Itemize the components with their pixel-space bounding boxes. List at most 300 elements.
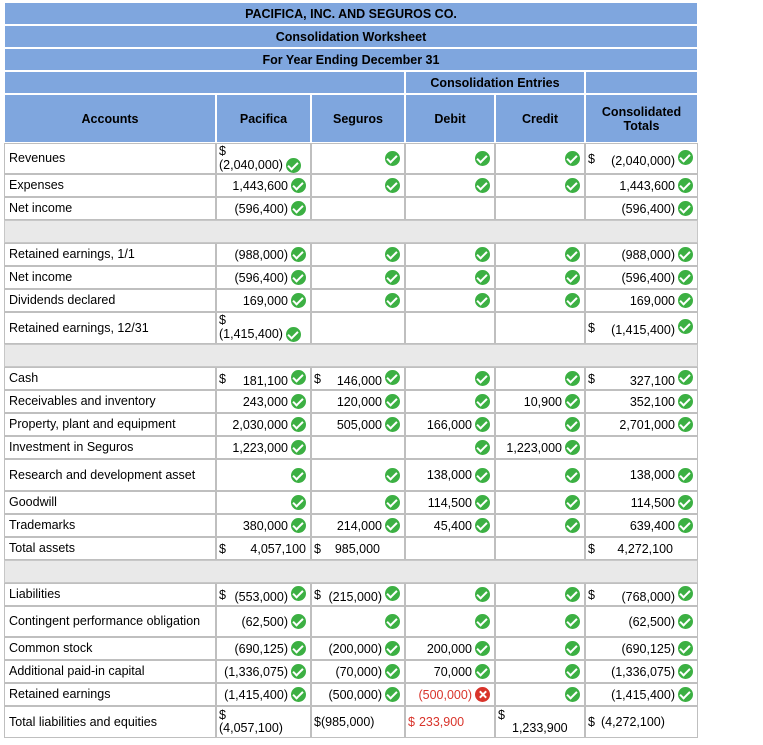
credit-cell[interactable]	[495, 174, 585, 197]
credit-cell	[495, 197, 585, 220]
check-circle-icon	[385, 293, 400, 308]
value: 45,400	[433, 518, 472, 533]
row-label	[4, 683, 216, 706]
consolidated-cell[interactable]	[585, 289, 698, 312]
row-label	[4, 459, 216, 491]
pacifica-cell[interactable]	[216, 706, 311, 738]
worksheet-period	[4, 48, 698, 71]
value: (62,500)	[241, 614, 288, 629]
credit-cell[interactable]	[495, 637, 585, 660]
currency: $	[219, 708, 226, 722]
label-text: Liabilities	[9, 587, 61, 601]
debit-cell[interactable]	[405, 143, 495, 174]
value: 4,272,100	[617, 541, 673, 556]
value: 181,100	[242, 373, 288, 388]
check-circle-icon	[678, 664, 693, 679]
value: (2,040,000)	[611, 153, 675, 168]
currency: $	[219, 541, 226, 556]
check-circle-icon	[678, 495, 693, 510]
value: 233,900	[418, 715, 465, 729]
check-circle-icon	[475, 151, 490, 166]
seguros-cell[interactable]	[311, 459, 405, 491]
check-circle-icon	[678, 293, 693, 308]
debit-text: Debit	[434, 111, 466, 126]
consolidated-cell[interactable]	[585, 243, 698, 266]
row-spacer	[4, 220, 698, 243]
debit-cell[interactable]	[405, 367, 495, 390]
debit-cell[interactable]	[405, 243, 495, 266]
label-text: Expenses	[9, 178, 64, 192]
title-text: Consolidation Worksheet	[275, 29, 427, 44]
check-circle-icon	[678, 201, 693, 216]
pacifica-cell[interactable]	[216, 390, 311, 413]
value: (200,000)	[328, 641, 382, 656]
pacifica-cell[interactable]	[216, 491, 311, 514]
check-circle-icon	[565, 151, 580, 166]
currency: $	[588, 151, 595, 166]
check-circle-icon	[385, 687, 400, 702]
value: 380,000	[242, 518, 288, 533]
value: 169,000	[629, 293, 675, 308]
check-circle-icon	[291, 518, 306, 533]
check-circle-icon	[475, 417, 490, 432]
currency: $	[314, 371, 321, 386]
check-circle-icon	[678, 370, 693, 385]
credit-cell[interactable]	[495, 243, 585, 266]
check-circle-icon	[565, 664, 580, 679]
seguros-cell[interactable]	[311, 390, 405, 413]
consolidated-cell[interactable]	[585, 174, 698, 197]
row-label	[4, 312, 216, 344]
check-circle-icon	[678, 687, 693, 702]
pacifica-cell[interactable]	[216, 583, 311, 606]
check-circle-icon	[678, 614, 693, 629]
credit-cell[interactable]	[495, 413, 585, 436]
worksheet-company	[4, 2, 698, 25]
check-circle-icon	[291, 247, 306, 262]
credit-cell	[495, 537, 585, 560]
pacifica-text: Pacifica	[239, 111, 288, 126]
debit-cell[interactable]	[405, 390, 495, 413]
check-circle-icon	[385, 614, 400, 629]
consolidated-cell[interactable]	[585, 390, 698, 413]
value: 114,500	[427, 495, 472, 510]
entries-text: Consolidation Entries	[430, 75, 560, 90]
value: 1,223,000	[506, 440, 562, 455]
seguros-cell[interactable]	[311, 537, 405, 560]
value: 214,000	[336, 518, 382, 533]
header-pacifica	[216, 94, 311, 143]
check-circle-icon	[565, 417, 580, 432]
consolidated-cell[interactable]	[585, 583, 698, 606]
debit-cell[interactable]	[405, 436, 495, 459]
value: (988,000)	[234, 247, 288, 262]
check-circle-icon	[678, 247, 693, 262]
check-circle-icon	[678, 417, 693, 432]
credit-cell[interactable]	[495, 606, 585, 637]
value: (596,400)	[234, 270, 288, 285]
header-accounts	[4, 94, 216, 143]
check-circle-icon	[385, 518, 400, 533]
value: 2,701,000	[619, 417, 675, 432]
value: (4,057,100)	[219, 721, 283, 735]
seguros-cell[interactable]	[311, 491, 405, 514]
debit-cell[interactable]	[405, 413, 495, 436]
value: 1,223,000	[232, 440, 288, 455]
check-circle-icon	[565, 495, 580, 510]
currency: $	[588, 587, 595, 602]
value: (70,000)	[335, 664, 382, 679]
label-text: Net income	[9, 270, 73, 284]
row-label	[4, 266, 216, 289]
seguros-cell[interactable]	[311, 143, 405, 174]
pacifica-cell[interactable]	[216, 312, 311, 344]
row-label	[4, 537, 216, 560]
consolidation-worksheet	[4, 2, 698, 740]
row-label	[4, 243, 216, 266]
credit-cell[interactable]	[495, 459, 585, 491]
label-text: Net income	[9, 201, 73, 215]
credit-cell[interactable]	[495, 266, 585, 289]
debit-cell[interactable]	[405, 706, 495, 738]
value: (2,040,000)	[219, 157, 283, 172]
value: 1,443,600	[232, 178, 288, 193]
seguros-cell[interactable]	[311, 289, 405, 312]
consolidated-cell[interactable]	[585, 706, 698, 738]
check-circle-icon	[291, 664, 306, 679]
seguros-cell[interactable]	[311, 706, 405, 738]
value: 138,000	[426, 468, 472, 482]
pacifica-cell[interactable]	[216, 459, 311, 491]
currency: $	[219, 313, 226, 327]
pacifica-cell[interactable]	[216, 514, 311, 537]
label-text: Property, plant and equipment	[9, 417, 176, 431]
check-circle-icon	[565, 371, 580, 386]
value: (768,000)	[621, 589, 675, 604]
label-text: Retained earnings	[9, 687, 111, 701]
pacifica-cell[interactable]	[216, 266, 311, 289]
row-label	[4, 174, 216, 197]
credit-cell[interactable]	[495, 367, 585, 390]
check-circle-icon	[475, 495, 490, 510]
header-seguros	[311, 94, 405, 143]
check-circle-icon	[678, 518, 693, 533]
debit-cell[interactable]	[405, 583, 495, 606]
check-circle-icon	[565, 440, 580, 455]
debit-cell[interactable]	[405, 459, 495, 491]
consolidated-cell[interactable]	[585, 197, 698, 220]
pacifica-cell[interactable]	[216, 660, 311, 683]
row-label	[4, 197, 216, 220]
consolidated-cell[interactable]	[585, 312, 698, 344]
header-credit	[495, 94, 585, 143]
period-text: For Year Ending December 31	[262, 52, 440, 67]
consolidated-cell[interactable]	[585, 367, 698, 390]
value: (1,415,400)	[611, 687, 675, 702]
value: (596,400)	[234, 201, 288, 216]
debit-cell[interactable]	[405, 289, 495, 312]
value: (500,000)	[328, 687, 382, 702]
currency: $	[219, 587, 226, 602]
value: 10,900	[523, 394, 562, 409]
check-circle-icon	[475, 394, 490, 409]
consolidated-cell[interactable]	[585, 637, 698, 660]
debit-cell[interactable]	[405, 266, 495, 289]
debit-cell[interactable]	[405, 174, 495, 197]
row-label	[4, 637, 216, 660]
seguros-cell[interactable]	[311, 413, 405, 436]
label-text: Retained earnings, 12/31	[9, 320, 149, 335]
check-circle-icon	[678, 468, 693, 483]
consolidated-cell[interactable]	[585, 514, 698, 537]
value: (1,336,075)	[611, 664, 675, 679]
value: (4,272,100)	[600, 715, 665, 729]
check-circle-icon	[678, 270, 693, 285]
debit-cell[interactable]	[405, 514, 495, 537]
row-label	[4, 583, 216, 606]
value: 243,000	[242, 394, 288, 409]
row-label	[4, 413, 216, 436]
seguros-cell[interactable]	[311, 683, 405, 706]
credit-cell[interactable]	[495, 583, 585, 606]
label-text: Retained earnings, 1/1	[9, 247, 135, 261]
check-circle-icon	[475, 587, 490, 602]
check-circle-icon	[385, 270, 400, 285]
check-circle-icon	[475, 371, 490, 386]
header-blank	[4, 71, 405, 94]
pacifica-cell[interactable]	[216, 143, 311, 174]
credit-cell[interactable]	[495, 491, 585, 514]
pacifica-cell[interactable]	[216, 243, 311, 266]
currency: $	[408, 715, 415, 729]
company-text: PACIFICA, INC. AND SEGUROS CO.	[245, 6, 457, 21]
check-circle-icon	[678, 586, 693, 601]
label-text: Investment in Seguros	[9, 440, 134, 454]
check-circle-icon	[291, 293, 306, 308]
header-blank-right	[585, 71, 698, 94]
value: 4,057,100	[250, 541, 306, 556]
seguros-cell	[311, 312, 405, 344]
credit-cell[interactable]	[495, 514, 585, 537]
debit-cell[interactable]	[405, 606, 495, 637]
check-circle-icon	[291, 614, 306, 629]
check-circle-icon	[291, 468, 306, 483]
check-circle-icon	[291, 270, 306, 285]
check-circle-icon	[385, 664, 400, 679]
value: 505,000	[336, 417, 382, 432]
check-circle-icon	[291, 440, 306, 455]
value: (1,415,400)	[219, 327, 283, 341]
credit-cell[interactable]	[495, 143, 585, 174]
debit-cell[interactable]	[405, 660, 495, 683]
check-circle-icon	[678, 319, 693, 334]
pacifica-cell[interactable]	[216, 537, 311, 560]
credit-cell	[495, 312, 585, 344]
check-circle-icon	[385, 586, 400, 601]
pacifica-cell[interactable]	[216, 174, 311, 197]
check-circle-icon	[385, 370, 400, 385]
consolidated-cell[interactable]	[585, 537, 698, 560]
value: (596,400)	[621, 270, 675, 285]
value: 200,000	[426, 641, 472, 656]
consolidated-cell[interactable]	[585, 459, 698, 491]
debit-cell	[405, 312, 495, 344]
row-label	[4, 660, 216, 683]
label-text: Total liabilities and equities	[9, 714, 158, 729]
pacifica-cell[interactable]	[216, 367, 311, 390]
check-circle-icon	[385, 247, 400, 262]
check-circle-icon	[475, 614, 490, 629]
debit-cell[interactable]	[405, 491, 495, 514]
accounts-text: Accounts	[81, 111, 139, 126]
currency: $	[588, 321, 595, 335]
check-circle-icon	[678, 394, 693, 409]
seguros-cell[interactable]	[311, 266, 405, 289]
debit-cell	[405, 197, 495, 220]
consolidated-cell[interactable]	[585, 143, 698, 174]
label-text: Research and development asset	[9, 467, 196, 482]
check-circle-icon	[565, 587, 580, 602]
row-spacer	[4, 344, 698, 367]
check-circle-icon	[475, 664, 490, 679]
credit-text: Credit	[521, 111, 559, 126]
consolidated-cell[interactable]	[585, 606, 698, 637]
value: 70,000	[433, 664, 472, 679]
row-spacer	[4, 560, 698, 583]
value: (553,000)	[234, 589, 288, 604]
seguros-cell[interactable]	[311, 243, 405, 266]
value: 138,000	[629, 468, 675, 482]
check-circle-icon	[291, 687, 306, 702]
value: 985,000	[334, 541, 380, 556]
check-circle-icon	[565, 468, 580, 483]
credit-cell[interactable]	[495, 390, 585, 413]
check-circle-icon	[286, 158, 301, 173]
label-text: Total assets	[9, 541, 76, 555]
check-circle-icon	[678, 150, 693, 165]
row-label	[4, 706, 216, 738]
value: (1,415,400)	[224, 687, 288, 702]
check-circle-icon	[291, 370, 306, 385]
worksheet-title	[4, 25, 698, 48]
row-label	[4, 436, 216, 459]
value: (985,000)	[320, 715, 375, 729]
row-label	[4, 606, 216, 637]
credit-cell[interactable]	[495, 289, 585, 312]
label-text: Trademarks	[9, 518, 76, 532]
value: (690,125)	[621, 641, 675, 656]
value: (215,000)	[328, 589, 382, 604]
consolidated-cell[interactable]	[585, 266, 698, 289]
check-circle-icon	[291, 495, 306, 510]
pacifica-cell[interactable]	[216, 289, 311, 312]
seguros-cell[interactable]	[311, 660, 405, 683]
currency: $	[588, 715, 595, 729]
row-label	[4, 390, 216, 413]
value: 2,030,000	[232, 417, 288, 432]
check-circle-icon	[475, 270, 490, 285]
check-circle-icon	[475, 440, 490, 455]
check-circle-icon	[291, 586, 306, 601]
row-label	[4, 491, 216, 514]
debit-cell[interactable]	[405, 683, 495, 706]
check-circle-icon	[385, 495, 400, 510]
credit-cell[interactable]	[495, 683, 585, 706]
seguros-cell[interactable]	[311, 606, 405, 637]
pacifica-cell[interactable]	[216, 413, 311, 436]
value: (690,125)	[234, 641, 288, 656]
currency: $	[219, 371, 226, 386]
seguros-cell[interactable]	[311, 583, 405, 606]
consolidated-cell[interactable]	[585, 413, 698, 436]
seguros-cell[interactable]	[311, 514, 405, 537]
check-circle-icon	[291, 417, 306, 432]
seguros-cell[interactable]	[311, 637, 405, 660]
x-circle-icon	[475, 687, 490, 702]
row-label	[4, 289, 216, 312]
consolidated-cell[interactable]	[585, 660, 698, 683]
pacifica-cell[interactable]	[216, 197, 311, 220]
label-text: Dividends declared	[9, 293, 116, 307]
value: (596,400)	[621, 201, 675, 216]
debit-cell[interactable]	[405, 637, 495, 660]
credit-cell[interactable]	[495, 660, 585, 683]
consolidated-cell[interactable]	[585, 491, 698, 514]
pacifica-cell[interactable]	[216, 606, 311, 637]
seguros-cell[interactable]	[311, 174, 405, 197]
check-circle-icon	[385, 151, 400, 166]
check-circle-icon	[565, 270, 580, 285]
consolidated-cell[interactable]	[585, 683, 698, 706]
value: (1,336,075)	[224, 664, 288, 679]
value: (62,500)	[628, 614, 675, 629]
seguros-text: Seguros	[332, 111, 383, 126]
check-circle-icon	[291, 641, 306, 656]
check-circle-icon	[475, 247, 490, 262]
value: 120,000	[336, 394, 382, 409]
check-circle-icon	[286, 327, 301, 342]
currency: $	[219, 143, 226, 158]
header-entries	[405, 71, 585, 94]
check-circle-icon	[475, 641, 490, 656]
label-text: Contingent performance obligation	[9, 614, 201, 628]
seguros-cell[interactable]	[311, 367, 405, 390]
pacifica-cell[interactable]	[216, 683, 311, 706]
currency: $	[314, 541, 321, 556]
check-circle-icon	[291, 201, 306, 216]
label-text: Goodwill	[9, 495, 57, 509]
value: 639,400	[629, 518, 675, 533]
credit-cell[interactable]	[495, 436, 585, 459]
check-circle-icon	[565, 178, 580, 193]
pacifica-cell[interactable]	[216, 436, 311, 459]
check-circle-icon	[385, 468, 400, 483]
credit-cell[interactable]	[495, 706, 585, 738]
check-circle-icon	[565, 687, 580, 702]
label-text: Cash	[9, 371, 39, 385]
check-circle-icon	[475, 468, 490, 483]
consolidated-cell	[585, 436, 698, 459]
check-circle-icon	[678, 178, 693, 193]
pacifica-cell[interactable]	[216, 637, 311, 660]
row-label	[4, 143, 216, 174]
row-label	[4, 367, 216, 390]
check-circle-icon	[291, 394, 306, 409]
check-circle-icon	[291, 178, 306, 193]
check-circle-icon	[475, 178, 490, 193]
check-circle-icon	[385, 178, 400, 193]
check-circle-icon	[385, 394, 400, 409]
